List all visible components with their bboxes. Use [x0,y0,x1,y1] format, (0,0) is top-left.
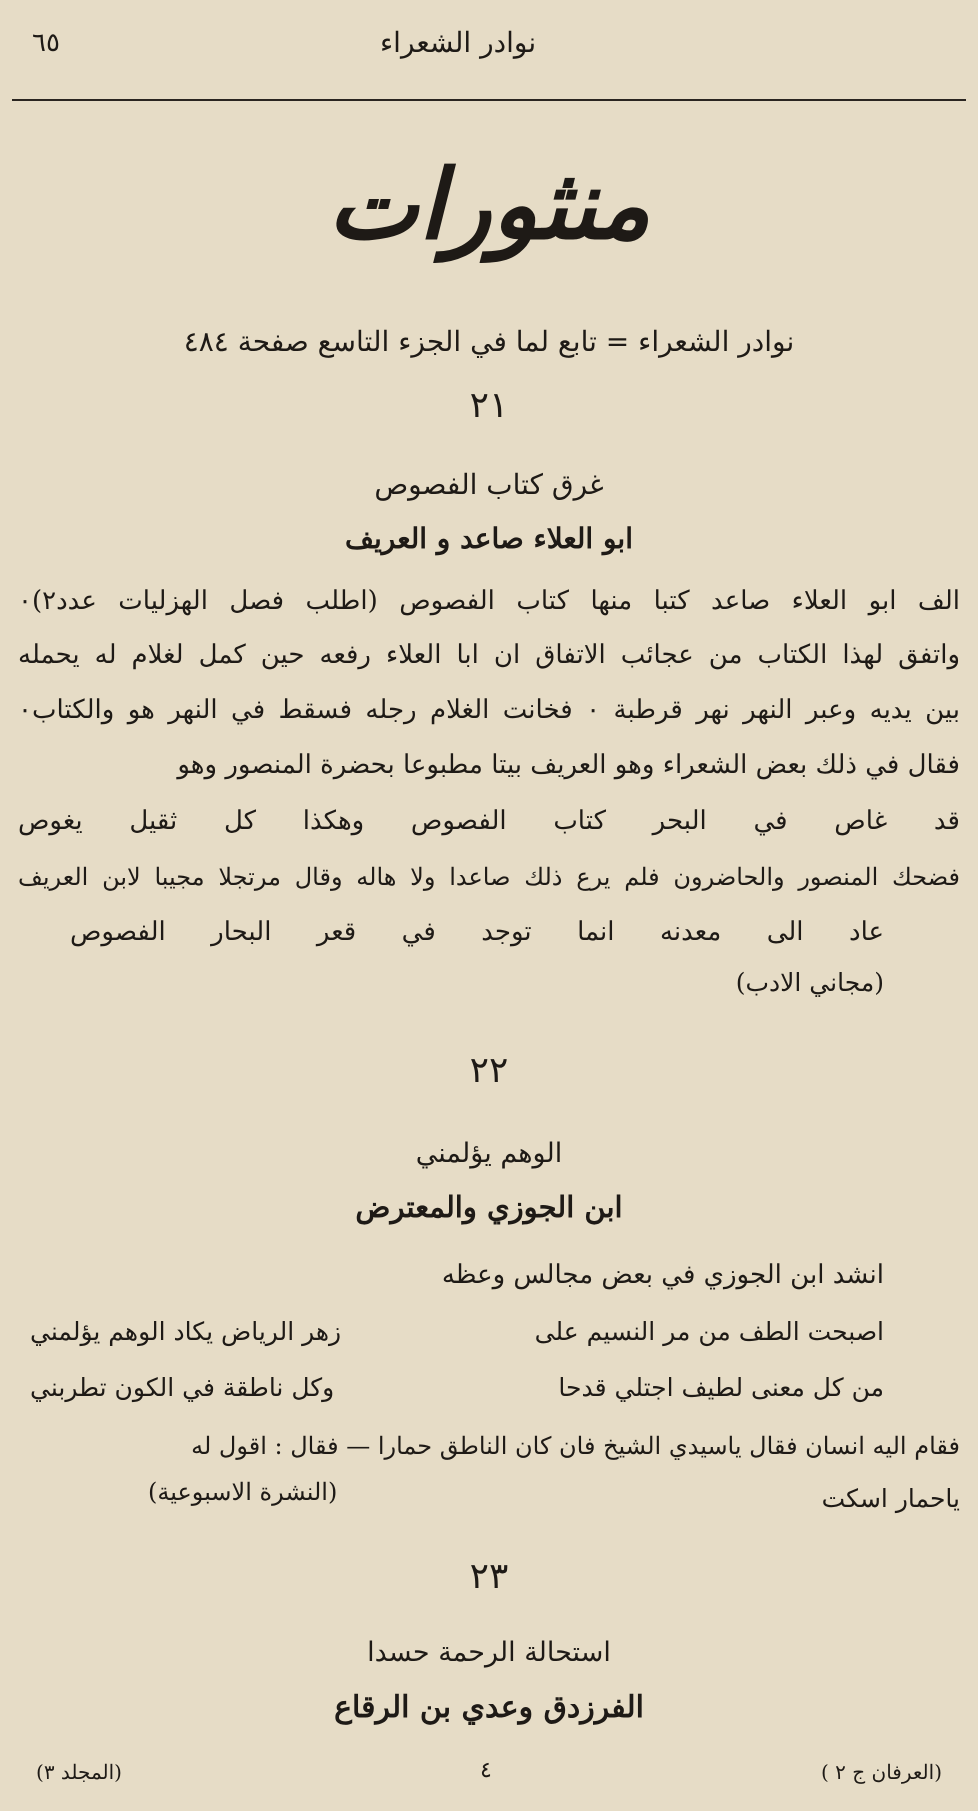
body-line: انشد ابن الجوزي في بعض مجالس وعظه [441,1260,884,1290]
verse-hemistich: وكل ناطقة في الكون تطربني [30,1373,335,1402]
footer-volume: (المجلد ٣) [36,1760,122,1784]
entry-number: ٢٣ [469,1556,509,1597]
section-title: منثورات [327,148,651,261]
page-number: ٦٥ [32,28,60,58]
running-title: نوادر الشعراء [380,26,537,59]
entry-title: الوهم يؤلمني [415,1138,563,1169]
verse-line: قد غاص في البحر كتاب الفصوص وهكذا كل ثقيل يغوص [18,806,960,836]
footer-sheet-number: ٤ [480,1758,492,1783]
source-citation: (النشرة الاسبوعية) [148,1478,338,1506]
entry-persons: ابو العلاء صاعد و العريف [345,522,633,555]
verse-line [30,1373,884,1402]
entry-title: غرق كتاب الفصوص [374,468,604,501]
body-line: ياحمار اسكت [821,1484,960,1513]
body-line: واتفق لهذا الكتاب من عجائب الاتفاق ان ابا العلاء رفعه حين كمل لغلام له يحمله [18,640,960,670]
body-line: فضحك المنصور والحاضرون فلم يرع ذلك صاعدا ولا هاله وقال مرتجلا مجيبا لابن العريف [18,863,961,891]
verse-hemistich: من كل معنى لطيف اجتلي قدحا [558,1373,884,1402]
entry-number: ٢٢ [469,1050,509,1091]
entry-persons: الفرزدق وعدي بن الرقاع [334,1690,644,1725]
footer-journal: (العرفان ج ٢ ) [820,1760,942,1784]
body-line: بين يديه وعبر النهر نهر قرطبة ٠ فخانت الغلام رجله فسقط في النهر هو والكتاب٠ [18,695,960,725]
entry-number: ٢١ [469,385,509,426]
verse-hemistich: اصبحت الطف من مر النسيم على [534,1317,884,1346]
entry-persons: ابن الجوزي والمعترض [355,1190,623,1224]
body-line: فقال في ذلك بعض الشعراء وهو العريف بيتا مطبوعا بحضرة المنصور وهو [177,750,960,780]
source-citation: (مجاني الادب) [735,968,884,997]
body-line: فقام اليه انسان فقال ياسيدي الشيخ فان كان الناطق حمارا — فقال : اقول له [191,1432,960,1460]
verse-line [30,1317,884,1346]
entry-title: استحالة الرحمة حسدا [367,1637,611,1668]
header-rule [12,99,966,101]
body-line: الف ابو العلاء صاعد كتبا منها كتاب الفصوص (اطلب فصل الهزليات عدد٢)٠ [18,586,960,616]
page-subtitle: نوادر الشعراء = تابع لما في الجزء التاسع صفحة ٤٨٤ [183,325,795,358]
verse-line: عاد الى معدنه انما توجد في قعر البحار الفصوص [70,917,884,947]
verse-hemistich: زهر الرياض يكاد الوهم يؤلمني [30,1317,342,1346]
